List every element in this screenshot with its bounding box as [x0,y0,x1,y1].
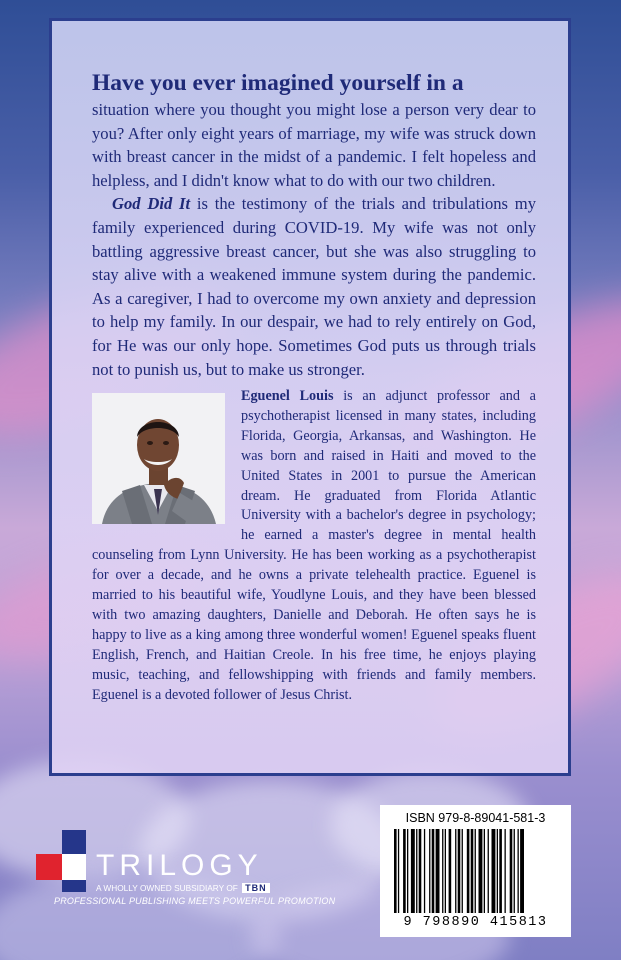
blurb-paragraph-2: is the testimony of the trials and tribulations my family experienced during COVID-19. My wife was not only battling aggressive breast cancer, but she was also struggling to stay alive with a weakened immune system during the pandemic. As a caregiver, I had to overcome my own anxiety and depression to help my family. In our despair, we had to rely entirely on God, for He was our only hope. Sometimes God puts us through trials not to punish us, but to make us stronger. [92,194,536,379]
publisher-name: TRILOGY [96,849,263,882]
author-name: Eguenel Louis [241,388,334,404]
blurb-lead: Have you ever imagined yourself in a [92,70,464,96]
barcode-bars [390,829,561,915]
book-title: God Did It [112,194,191,214]
trilogy-mark-icon [36,830,96,892]
tbn-logo: TBN [242,883,270,893]
isbn-label: ISBN 979-8-89041-581-3 [405,811,546,825]
barcode-number: 9 798890 415813 [403,915,548,930]
author-bio-text: is an adjunct professor and a psychotherapist licensed in many states, including Florida, Georgia, Arkansas, and Washington. He was born and raised in Haiti and moved to the United States in 2001 to pursue the American dream. He graduated from Florida Atlantic University with a bachelor's degree in psychology; he earned a master's degree in mental health counseling from Lynn University. He has been working as a psychotherapist for over a decade, and he owns a private telehealth practice. Eguenel is married to his beautiful wife, Youdlyne Louis, and they have been blessed with two amazing daughters, Danielle and Deborah. He often says he is happy to live as a king among three wonderful women! Eguenel speaks fluent English, French, and Haitian Creole. In his free time, he enjoys playing music, teaching, and fellowshipping with friends and family members. Eguenel is a devoted follower of Jesus Christ. [92,388,536,703]
blurb-paragraph-1: situation where you thought you might lose a person very dear to you? After only eight years of marriage, my wife was struck down with breast cancer in the midst of a pandemic. I felt hopeless and helpless, and I didn't know what to do with our two children. [92,100,536,190]
subsidiary-text: A WHOLLY OWNED SUBSIDIARY OF [96,883,238,893]
back-cover-blurb [92,68,536,381]
publisher-subsidiary-line [96,883,270,893]
isbn-barcode [380,805,571,937]
author-bio [92,387,536,706]
publisher-tagline: PROFESSIONAL PUBLISHING MEETS POWERFUL PROMOTION [54,896,336,906]
